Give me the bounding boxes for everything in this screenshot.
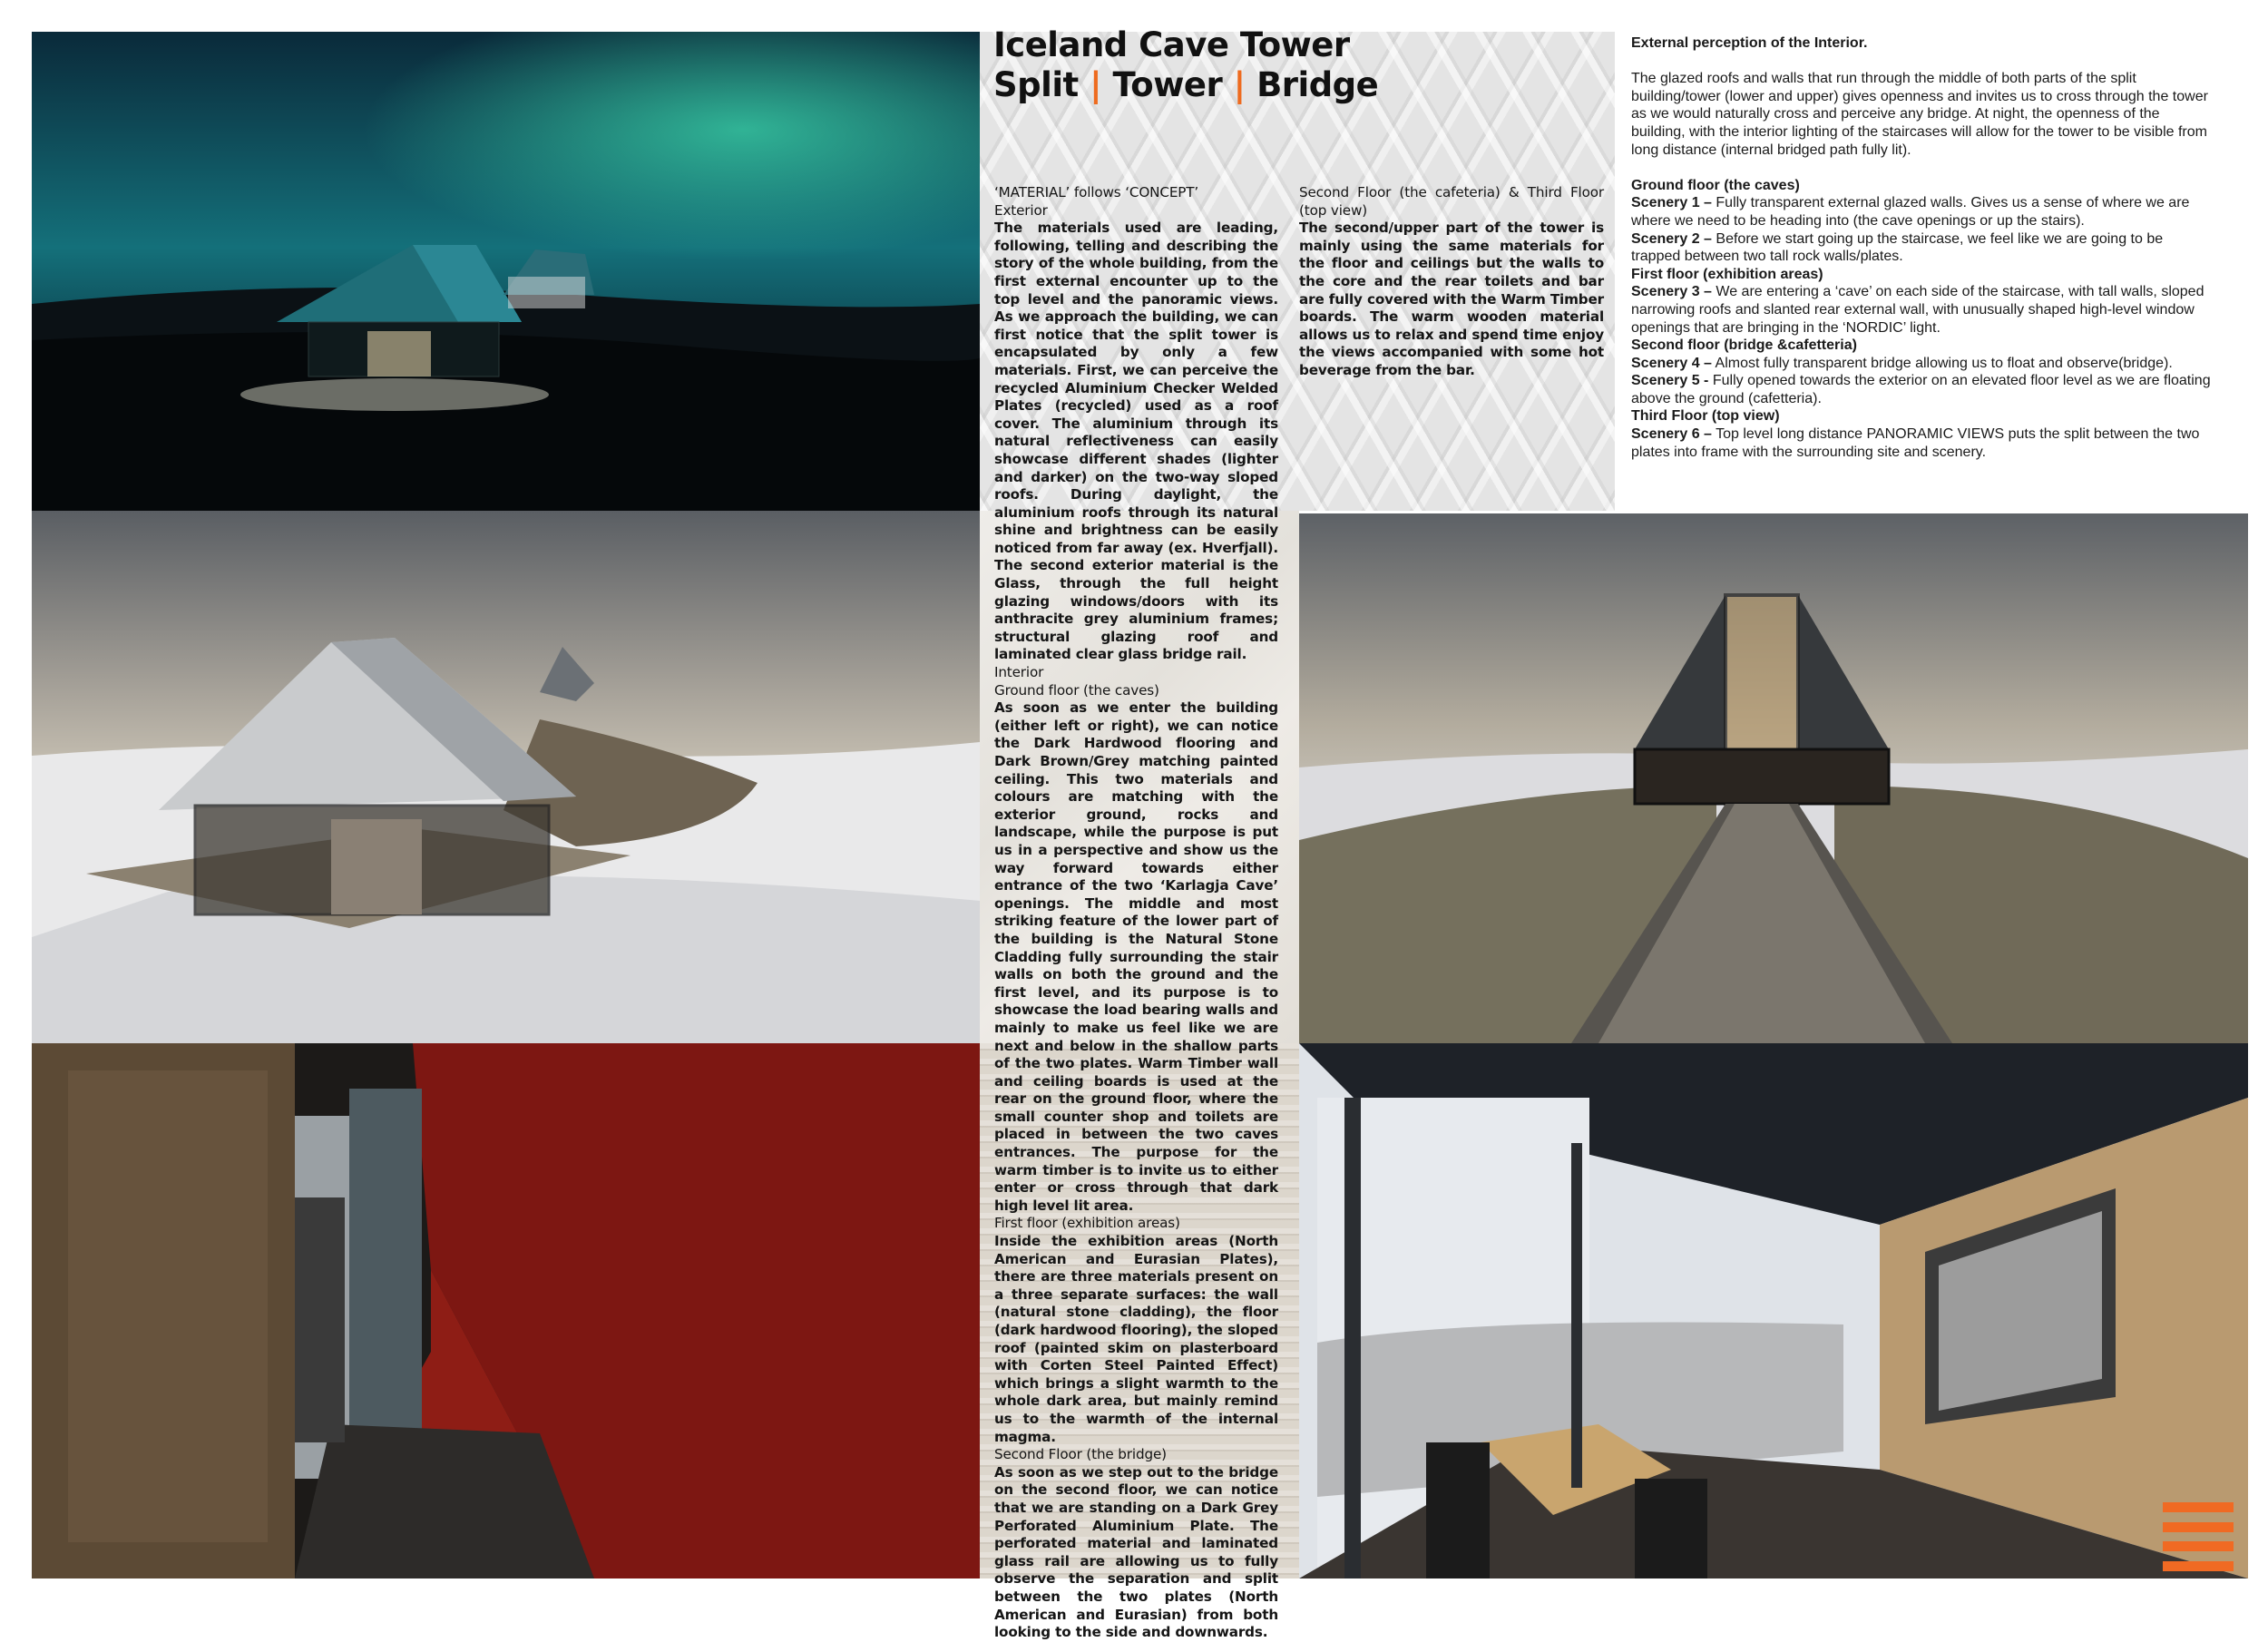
floor-heading: Third Floor (top view) <box>1631 408 1780 425</box>
title-bridge: Bridge <box>1256 65 1379 104</box>
title-separator: | <box>1090 65 1102 104</box>
scenery-label: Scenery 4 – <box>1631 355 1712 371</box>
render-cave-interior-corten <box>32 1043 980 1578</box>
floor-heading: Ground floor (the caves) <box>1631 177 1800 193</box>
section-body: As soon as we enter the building (either left or right), we can notice the Dark Hardwood flooring and Dark Brown/Grey matching painted ceiling. This two materials and colours are matching with the exterior ground, rocks and landscape, while the purpose is put us in a perspective and show us the way forward towards either entrance of the two ‘Karlagja Cave’ openings. The middle and most striking feature of the lower part of the building is the Natural Stone Cladding fully surrounding the stair walls on both the ground and the first level, and its purpose is to showcase the load bearing walls and mainly to make us feel like we are next and below in the shallow parts of the two plates. Warm Timber wall and ceiling boards is used at the rear on the ground floor, where the small counter shop and toilets are placed in between the two caves entrances. The purpose for the warm timber is to invite us to either enter or cross through that dark high level lit area. <box>994 699 1278 1214</box>
scenery-text: We are entering a ‘cave’ on each side of the staircase, with tall walls, sloped narrowing roofs and slanted rear external wall, with unusually shaped high-level window openings that are bringing in the ‘NORDIC’ light. <box>1631 284 2204 336</box>
perception-intro: The glazed roofs and walls that run through the middle of both parts of the split building/tower (lower and upper) gives openness and invites us to cross through the tower as we would naturally cross and perceive any bridge. At night, the openness of the building, with the interior lighting of the staircases will allow for the tower to be visible from long distance (internal bridged path fully lit). <box>1631 71 2208 158</box>
scenery-item <box>1631 355 2212 373</box>
section-heading: First floor (exhibition areas) <box>994 1215 1180 1232</box>
scenery-item <box>1631 372 2212 407</box>
section-heading: Second Floor (the cafeteria) & Third Floor (top view) <box>1299 184 1604 219</box>
render-tower-bridge-approach <box>1299 513 2248 1043</box>
perception-heading: External perception of the Interior. <box>1631 35 1868 51</box>
title-line-1: Iceland Cave Tower <box>993 25 1350 64</box>
floor-heading: Second floor (bridge &cafetteria) <box>1631 337 1857 354</box>
scenery-label: Scenery 5 - <box>1631 373 1709 389</box>
section-body: As soon as we step out to the bridge on the second floor, we can notice that we are standing on a Dark Grey Perforated Aluminium Plate. The perforated material and laminated glass rail are allowing us to fully observe the separation and split between the two plates (North American and Eurasian) from both looking to the side and downwards. <box>994 1463 1278 1641</box>
render-night-exterior-aurora <box>32 32 980 511</box>
scenery-text: Before we start going up the staircase, we feel like we are going to be trapped between two tall rock walls/plates. <box>1631 230 2164 265</box>
external-perception-text <box>1631 34 2212 461</box>
materials-column-2 <box>1299 184 1604 380</box>
scenery-item <box>1631 230 2212 266</box>
scenery-text: Fully transparent external glazed walls. Gives us a sense of where we are where we need to be heading into (the cave openings or up the stairs). <box>1631 195 2190 229</box>
scenery-text: Fully opened towards the exterior on an elevated floor level as we are floating above the ground (cafetteria). <box>1631 373 2211 406</box>
scenery-label: Scenery 3 – <box>1631 284 1712 300</box>
section-heading: Exterior <box>994 201 1048 219</box>
section-body: The second/upper part of the tower is mainly using the same materials for the floor and ceilings but the walls to the core and the rear toilets and bar are fully covered with the Warm Timber boards. The warm wooden material allows us to relax and spend time enjoy the views accompanied with some hot beverage from the bar. <box>1299 220 1604 378</box>
scenery-label: Scenery 2 – <box>1631 230 1712 247</box>
scenery-item <box>1631 283 2212 337</box>
page-title <box>993 25 1378 105</box>
section-heading: Ground floor (the caves) <box>994 681 1159 699</box>
title-tower: Tower <box>1112 65 1223 104</box>
title-line-2 <box>993 65 1378 105</box>
title-separator: | <box>1233 65 1246 104</box>
render-day-exterior-snow <box>32 511 980 1043</box>
render-cafeteria-interior <box>1299 1043 2248 1578</box>
scenery-text: Almost fully transparent bridge allowing us to float and observe(bridge). <box>1711 355 2173 371</box>
section-body: Inside the exhibition areas (North American and Eurasian Plates), there are three materials present on a three separate surfaces: the wall (natural stone cladding), the floor (dark hardwood flooring), the sloped roof (painted skim on plasterboard with Corten Steel Painted Effect) which brings a slight warmth to the whole dark area, but mainly remind us to the warmth of the internal magma. <box>994 1233 1278 1445</box>
section-heading: Interior <box>994 664 1044 681</box>
scenery-item <box>1631 425 2212 461</box>
floor-heading: First floor (exhibition areas) <box>1631 266 1823 282</box>
section-body: The materials used are leading, following, telling and describing the story of the whole building, from the first external encounter up to the top level and the panoramic views. As we approach the building, we can first notice that the split tower is encapsulated by only a few materials. First, we can perceive the recycled Aluminium Checker Welded Plates (recycled) used as a roof cover. The aluminium through its natural reflectiveness can easily showcase different shades (lighter and darker) on the two-way sloped roofs. During daylight, the aluminium roofs through its natural shine and brightness can be easily noticed from far away (ex. Hverfjall). The second exterior material is the Glass, through the full height glazing windows/doors with its anthracite grey aluminium frames; structural glazing roof and laminated clear glass bridge rail. <box>994 220 1278 663</box>
orange-stripes-logo-icon <box>2163 1502 2234 1568</box>
materials-column-1 <box>994 184 1278 1642</box>
section-heading: ‘MATERIAL’ follows ‘CONCEPT’ <box>994 184 1199 200</box>
scenery-item <box>1631 194 2212 230</box>
title-split: Split <box>993 65 1079 104</box>
section-heading: Second Floor (the bridge) <box>994 1446 1167 1463</box>
scenery-label: Scenery 1 – <box>1631 195 1712 211</box>
scenery-text: Top level long distance PANORAMIC VIEWS puts the split between the two plates into frame with the surrounding site and scenery. <box>1631 426 2200 460</box>
scenery-label: Scenery 6 – <box>1631 426 1712 443</box>
